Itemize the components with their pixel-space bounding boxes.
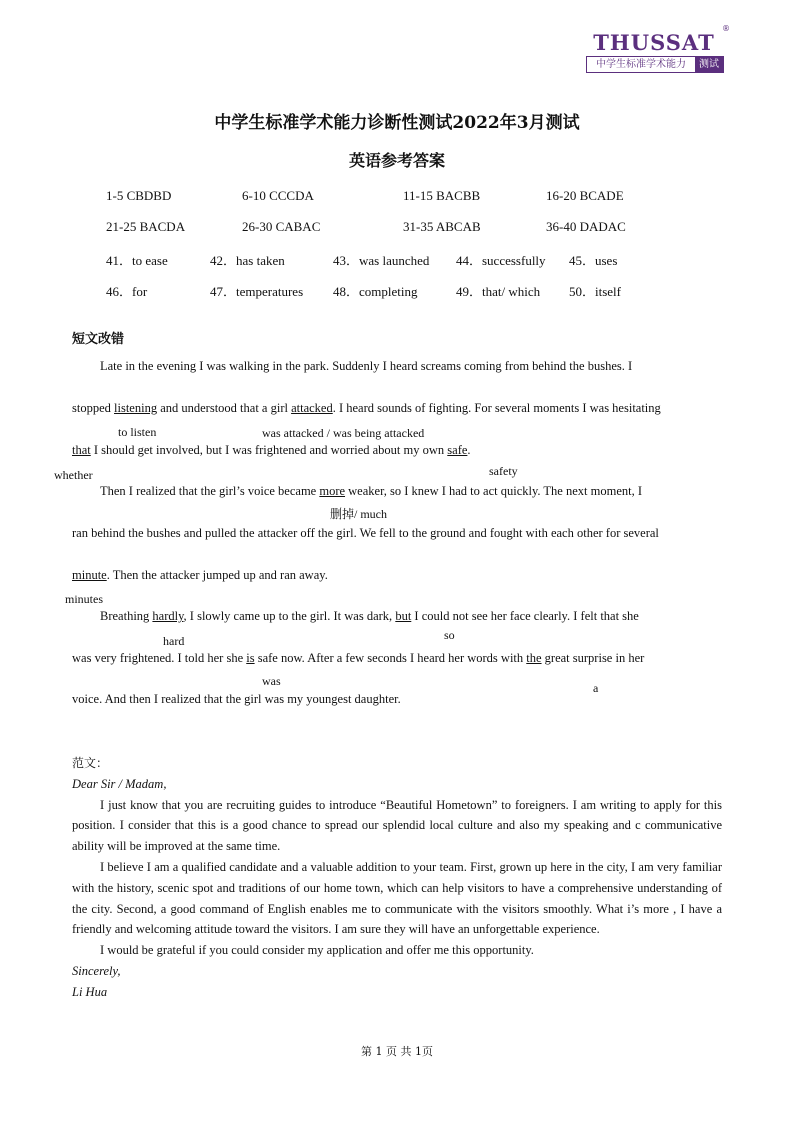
error-word: more <box>319 484 346 498</box>
essay-paragraph: I would be grateful if you could consider my application and offer me this opportunity. <box>100 943 534 958</box>
essay-paragraph: I just know that you are recruiting guides to introduce “Beautiful Hometown” to foreigners. I am writing to apply for this position. I consider that this is a good chance to spread our splendid local culture and also my speaking and c communicative ability will be improved at the same time. <box>72 797 722 854</box>
text: was very frightened. I told her she <box>72 651 247 665</box>
answer-cell: 26-30 CABAC <box>242 219 321 234</box>
correction-note: 删掉/ much <box>330 507 387 521</box>
correction-note: a <box>593 681 599 695</box>
answer-cell: 31-35 ABCAB <box>403 219 481 234</box>
section-heading: 短文改错 <box>72 332 125 347</box>
answer-cell: 44．successfully <box>456 253 546 268</box>
error-word: attacked <box>291 401 333 415</box>
correction-note: was <box>262 674 281 688</box>
error-word: listening <box>114 401 158 415</box>
logo-tagline <box>586 56 724 73</box>
passage-line <box>72 401 661 416</box>
answer-cell: 43．was launched <box>333 253 430 268</box>
correction-note: so <box>444 628 455 642</box>
answer-cell: 36-40 DADAC <box>546 219 626 234</box>
text: I should get involved, but I was frightened and worried about my own <box>90 443 448 457</box>
answer-cell: 48．completing <box>333 284 418 299</box>
text: . <box>467 443 471 457</box>
answer-cell: 21-25 BACDA <box>106 219 186 234</box>
page-title: 中学生标准学术能力诊断性测试2022年3月测试 <box>214 113 580 133</box>
text: Breathing <box>100 609 153 623</box>
page-footer: 第 1 页 共 1页 <box>361 1045 433 1058</box>
answer-cell: 16-20 BCADE <box>546 188 624 203</box>
answer-cell: 41．to ease <box>106 253 168 268</box>
thussat-logo <box>586 24 730 74</box>
correction-note: was attacked / was being attacked <box>262 426 425 440</box>
error-word: is <box>246 651 255 665</box>
text: and understood that a girl <box>157 401 292 415</box>
essay-closing: Sincerely, <box>72 963 121 978</box>
passage-line <box>72 568 328 583</box>
error-word: minute <box>72 568 107 582</box>
correction-note: hard <box>163 634 185 648</box>
essay-signature: Li Hua <box>72 984 108 999</box>
answer-cell: 11-15 BACBB <box>403 188 481 203</box>
answer-cell: 45．uses <box>569 253 618 268</box>
text: , I slowly came up to the girl. It was dark, <box>183 609 396 623</box>
answer-cell: 42．has taken <box>210 253 285 268</box>
passage-line <box>100 609 639 624</box>
error-word: that <box>72 443 91 457</box>
text: . Then the attacker jumped up and ran away. <box>106 568 328 582</box>
text: weaker, so I knew I had to act quickly. The next moment, I <box>345 484 643 498</box>
logo-tag: 测试 <box>695 57 723 72</box>
page-subtitle: 英语参考答案 <box>348 151 445 170</box>
answer-cell: 46．for <box>106 284 148 299</box>
answer-cell: 1-5 CBDBD <box>106 188 172 203</box>
logo-registered-mark: ® <box>722 24 730 33</box>
passage-line <box>72 651 644 666</box>
correction-note: minutes <box>65 592 103 606</box>
logo-tagline-text: 中学生标准学术能力 <box>596 59 686 70</box>
passage-line: voice. And then I realized that the girl was my youngest daughter. <box>72 692 401 706</box>
text: stopped <box>72 401 115 415</box>
passage-line: Late in the evening I was walking in the park. Suddenly I heard screams coming from behind the bushes. I <box>100 359 633 373</box>
essay-paragraph: I believe I am a qualified candidate and a valuable addition to your team. First, grown up here in the city, I am very familiar with the history, scenic spot and traditions of our home town, which can help visitors to have a comprehensive understanding of the city. Second, a good command of English enables me to communicate with the visitors smoothly. What i’s more , I have a friendly and welcoming attitude toward the visitors. I am sure they will have an unforgettable experience. <box>72 859 722 937</box>
text: great surprise in her <box>541 651 645 665</box>
error-word: but <box>395 609 412 623</box>
passage-line: ran behind the bushes and pulled the attacker off the girl. We fell to the ground and fought with each other for several <box>72 526 659 540</box>
error-word: safe <box>447 443 468 457</box>
text: I could not see her face clearly. I felt that she <box>411 609 639 623</box>
error-word: the <box>526 651 542 665</box>
correction-note: to listen <box>118 425 157 439</box>
text: . I heard sounds of fighting. For several moments I was hesitating <box>332 401 661 415</box>
passage-line <box>100 484 642 499</box>
passage-line <box>72 443 471 458</box>
answer-cell: 50．itself <box>569 284 621 299</box>
answer-cell: 49．that/ which <box>456 284 541 299</box>
text: Then I realized that the girl’s voice became <box>100 484 320 498</box>
essay-greeting: Dear Sir / Madam, <box>72 776 167 791</box>
essay-label: 范文： <box>72 756 109 770</box>
model-essay <box>72 753 722 1003</box>
correction-note: safety <box>489 464 518 478</box>
logo-name: THUSSAT <box>593 30 715 55</box>
answer-cell: 47．temperatures <box>210 284 304 299</box>
answer-cell: 6-10 CCCDA <box>242 188 314 203</box>
correction-note: whether <box>54 468 93 482</box>
error-word: hardly <box>152 609 184 623</box>
text: safe now. After a few seconds I heard her words with <box>254 651 527 665</box>
